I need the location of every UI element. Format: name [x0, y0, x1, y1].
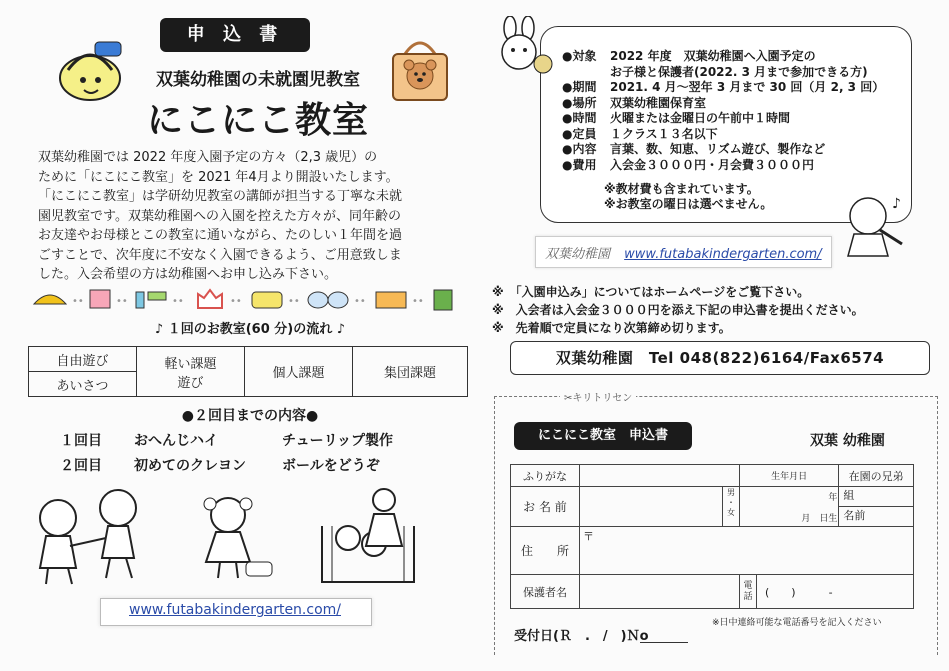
intro-text: [38, 148, 478, 285]
address-label: 住 所: [511, 527, 580, 575]
url-banner-content: [545, 243, 822, 262]
birthday-month-day: 月 日生: [801, 514, 838, 524]
flow-heading: ♪ １回のお教室(60 分)の流れ ♪: [154, 322, 346, 337]
info-row: [562, 96, 907, 112]
application-form: [510, 464, 914, 609]
page-title: にこにこ教室: [146, 100, 369, 141]
birthday-input[interactable]: [740, 487, 839, 527]
guardian-input[interactable]: [580, 575, 740, 609]
info-row: [562, 80, 907, 96]
flow-table: [28, 346, 468, 397]
phone-note: ※日中連絡可能な電話番号を記入ください: [712, 618, 882, 628]
info-label: ●場所: [562, 95, 597, 110]
info-label: ●定員: [562, 126, 597, 141]
session-row: [60, 455, 460, 475]
phone-input[interactable]: ( ) -: [757, 575, 914, 609]
siblings-label: 在園の兄弟: [839, 465, 914, 487]
session-row: [60, 430, 460, 450]
guardian-label: 保護者名: [511, 575, 580, 609]
notice-line: ※ 「入園申込み」についてはホームページをご覧下さい。: [492, 285, 810, 299]
intro-line: 双葉幼稚園では 2022 年度入園予定の方々（2,3 歳児）の: [38, 150, 378, 165]
info-value: 入会金３０００円・月会費３０００円: [610, 157, 815, 172]
info-label: ●対象: [562, 49, 597, 63]
svg-text:••: ••: [412, 296, 424, 307]
form-badge: にこにこ教室 申込書: [514, 422, 692, 450]
session-number: ２回目: [60, 458, 102, 474]
info-row: [562, 142, 907, 158]
svg-text:••: ••: [288, 296, 300, 307]
phone-label: 電 話: [740, 575, 757, 609]
svg-text:♪: ♪: [892, 196, 901, 212]
info-label: ●費用: [562, 157, 597, 172]
notice-line: ※ 先着順で定員になり次第締め切ります。: [492, 321, 731, 335]
notice-line: ※ 入会者は入会金３０００円を添え下記の申込書を提出ください。: [492, 303, 864, 317]
intro-line: 園児教室です。双葉幼稚園への入園を控えた方々が、同年齢の: [38, 208, 401, 224]
website-link[interactable]: www.futabakindergarten.com/: [129, 602, 341, 618]
intro-line: お友達やお母様とこの教室に通いながら、たのしい１年間を過: [38, 228, 403, 243]
name-label: お 名 前: [511, 487, 580, 527]
info-value: 火曜または金曜日の午前中１時間: [610, 111, 791, 125]
cut-line-label: ✂キリトリセン: [560, 389, 636, 404]
contact-box: 双葉幼稚園 Tel 048(822)6164/Fax6574: [510, 341, 930, 375]
svg-text:••: ••: [354, 296, 366, 307]
family-illustration: [318, 486, 418, 586]
page-subtitle: 双葉幼稚園の未就園児教室: [156, 70, 360, 90]
notice-list: [492, 283, 942, 337]
sibling-input[interactable]: [839, 487, 914, 527]
form-school-name: 双葉 幼稚園: [810, 433, 885, 449]
address-input[interactable]: 〒: [580, 527, 914, 575]
flow-cell-light-task: 軽い課題 遊び: [137, 347, 245, 397]
svg-text:••: ••: [116, 296, 128, 307]
name-input[interactable]: [580, 487, 723, 527]
info-row: [562, 127, 907, 143]
flow-cell-greeting: あいさつ: [29, 372, 137, 397]
info-value: 2022 年度 双葉幼稚園へ入園予定の: [610, 49, 816, 63]
info-value: お子様と保護者(2022. 3 月まで参加できる方): [610, 64, 868, 79]
svg-text:••: ••: [230, 296, 242, 307]
svg-text:••: ••: [172, 296, 184, 307]
bunny-illustration: [488, 16, 558, 86]
furigana-input[interactable]: [580, 465, 740, 487]
info-list: [562, 49, 907, 173]
info-value: 言葉、数、知恵、リズム遊び、製作など: [610, 142, 826, 156]
info-notes: [604, 182, 772, 212]
info-value: 2021. 4 月～翌年 3 月まで 30 回（月 2, 3 回）: [610, 80, 885, 94]
info-row: [562, 158, 907, 174]
url-banner-label: 双葉幼稚園: [545, 247, 611, 262]
note-line: ※教材費も含まれています。: [604, 182, 759, 196]
intro-line: ために「にこにこ教室」を 2021 年4月より開設いたします。: [38, 169, 399, 185]
girl-illustration: [188, 490, 278, 585]
furigana-label: ふりがな: [511, 465, 580, 487]
session-activity: チューリップ製作: [282, 433, 394, 449]
receipt-underline: [640, 642, 688, 643]
flow-cell-individual-task: 個人課題: [245, 347, 353, 397]
note-line: ※お教室の曜日は選べません。: [604, 197, 773, 211]
kid-with-flute-illustration: [840, 190, 910, 260]
info-label: ●時間: [562, 111, 597, 125]
info-value: １クラス１３名以下: [610, 126, 718, 141]
flow-cell-free-play: 自由遊び: [29, 347, 137, 372]
session-activity: おへんじハイ: [134, 433, 218, 449]
info-row: [562, 111, 907, 127]
sex-selector[interactable]: 男 ・ 女: [723, 487, 740, 527]
birthday-year: 年: [828, 493, 838, 503]
application-badge: 申 込 書: [160, 18, 310, 52]
sibling-name: 名前: [843, 509, 866, 522]
sibling-class: 組: [839, 487, 913, 507]
children-walking-illustration: [28, 488, 158, 588]
intro-line: 「にこにこ教室」は学研幼児教室の講師が担当する丁寧な未就: [38, 189, 403, 204]
birthday-label: 生年月日: [740, 465, 839, 487]
content-heading: ●２回目までの内容●: [181, 408, 319, 424]
info-label: ●内容: [562, 142, 597, 156]
svg-text:••: ••: [72, 296, 84, 307]
session-number: １回目: [60, 433, 102, 449]
info-row: [562, 49, 907, 65]
decorative-icon-row: [30, 284, 470, 314]
intro-line: した。入会希望の方は幼稚園へお申し込み下さい。: [38, 267, 338, 282]
info-row: [562, 65, 907, 81]
flow-cell-group-task: 集団課題: [353, 347, 468, 397]
info-value: 双葉幼稚園保育室: [610, 95, 707, 110]
info-label: ●期間: [562, 80, 597, 94]
url-banner-link[interactable]: www.futabakindergarten.com/: [624, 247, 822, 262]
receipt-field: 受付日(Ｒ . / )Ｎo: [514, 629, 649, 644]
intro-line: ごすことで、次年度に不安なく入園できるよう、ご用意致しま: [38, 247, 402, 263]
session-activity: 初めてのクレヨン: [134, 458, 246, 474]
session-activity: ボールをどうぞ: [282, 458, 380, 474]
